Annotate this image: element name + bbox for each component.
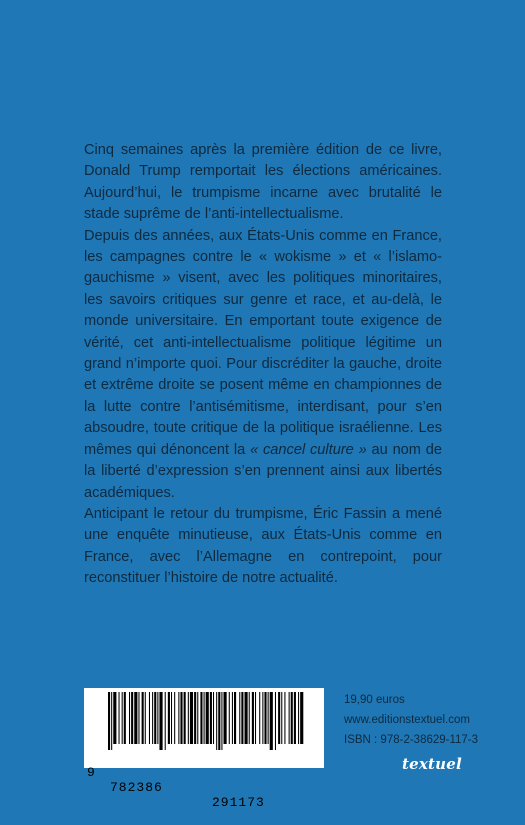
barcode-bar <box>268 692 269 744</box>
barcode-bar <box>180 692 182 744</box>
barcode-bar <box>275 692 276 750</box>
barcode-bar <box>289 692 290 744</box>
barcode-bar <box>245 692 248 744</box>
barcode-bars <box>98 692 312 750</box>
barcode-bar <box>224 692 227 744</box>
barcode-bar <box>284 692 285 744</box>
barcode-bar <box>194 692 196 744</box>
publisher-website: www.editionstextuel.com <box>344 714 470 726</box>
barcode-bar <box>206 692 209 744</box>
back-cover-blurb <box>84 140 442 590</box>
barcode-bar <box>157 692 158 744</box>
barcode-bar <box>239 692 240 744</box>
barcode-bar <box>197 692 198 744</box>
book-info <box>344 690 514 750</box>
barcode-bar <box>131 692 133 744</box>
barcode-bar <box>108 692 110 750</box>
barcode-bar <box>278 692 280 744</box>
barcode-bar <box>184 692 186 744</box>
barcode-bar <box>129 692 130 744</box>
barcode-bar <box>241 692 243 744</box>
isbn-barcode <box>84 688 324 810</box>
blurb-paragraph-2 <box>84 226 442 504</box>
barcode-bar <box>298 692 299 744</box>
barcode-bar <box>124 692 126 744</box>
barcode-bar <box>138 692 139 744</box>
barcode-bar <box>165 692 166 750</box>
price: 19,90 euros <box>344 694 405 706</box>
isbn: ISBN : 978-2-38629-117-3 <box>344 734 479 746</box>
barcode-bar <box>159 692 162 750</box>
barcode-bar <box>152 692 153 744</box>
blurb-paragraph-2-text: Depuis des années, aux États-Unis comme en France, les campagnes contre le « wokisme » et « l’islamo-gauchisme » visent, avec les politiques minoritaires, les savoirs critiques sur genre et race, et au-delà, le monde universitaire. En emportant toute exigence de vérité, cet anti-intellectualisme politique légitime un grand n’importe quoi. Pour discréditer la gauche, droite et extrême droite se posent même en championnes de la lutte contre l’antisémitisme, interdisant, pour s’en absoudre, toute critique de la politique israélienne. Les mêmes qui dénoncent la <box>84 227 442 458</box>
barcode-bar <box>255 692 256 744</box>
blurb-italic-term: « cancel culture » <box>250 441 367 458</box>
barcode-bar <box>249 692 250 744</box>
barcode-bar <box>142 692 144 744</box>
barcode-bar <box>145 692 146 744</box>
barcode-bar <box>111 692 112 750</box>
barcode-bar <box>190 692 193 744</box>
barcode-right-group: 291173 <box>212 795 265 810</box>
barcode-bar <box>149 692 150 744</box>
barcode-bar <box>200 692 202 744</box>
barcode-bar <box>229 692 230 744</box>
barcode-bar <box>213 692 214 744</box>
barcode-bar <box>154 692 156 744</box>
barcode-bar <box>122 692 123 744</box>
barcode-bar <box>281 692 282 744</box>
publisher-logo: textuel <box>402 755 462 773</box>
barcode-bar <box>232 692 233 744</box>
barcode-bar <box>188 692 189 744</box>
barcode-bar <box>210 692 212 744</box>
barcode-bar <box>291 692 293 744</box>
barcode-bar <box>221 692 222 750</box>
barcode-bar <box>300 692 303 744</box>
blurb-paragraph-3: Anticipant le retour du trumpisme, Éric Fassin a mené une enquête minutieuse, aux États-Unis comme en France, avec l’Allemagne en contrepoint, pour reconstituer l’histoire de notre actualité. <box>84 505 442 587</box>
barcode-bar <box>113 692 116 744</box>
barcode-bar <box>262 692 263 744</box>
barcode-number <box>84 750 324 825</box>
barcode-bar <box>119 692 120 744</box>
barcode-bar <box>178 692 179 744</box>
barcode-bar <box>204 692 205 744</box>
barcode-bar <box>264 692 266 744</box>
barcode-bar <box>171 692 172 744</box>
barcode-bar <box>218 692 220 750</box>
barcode-bar <box>259 692 260 744</box>
barcode-bar <box>134 692 137 744</box>
barcode-first-digit: 9 <box>87 765 96 780</box>
barcode-bar <box>174 692 175 744</box>
barcode-bar <box>234 692 236 744</box>
barcode-bar <box>270 692 273 750</box>
barcode-bar <box>294 692 296 744</box>
barcode-bar <box>168 692 170 744</box>
barcode-left-group: 782386 <box>110 780 163 795</box>
barcode-bar <box>216 692 217 750</box>
barcode-bar <box>252 692 254 744</box>
blurb-paragraph-1: Cinq semaines après la première édition de ce livre, Donald Trump remportait les élections américaines. Aujourd’hui, le trumpisme incarne avec brutalité le stade suprême de l’anti-intellectualisme. <box>84 142 442 223</box>
blurb-paragraph-2-end: au nom de la liberté d’expression s’en prennent ainsi aux libertés académiques. <box>84 441 442 501</box>
